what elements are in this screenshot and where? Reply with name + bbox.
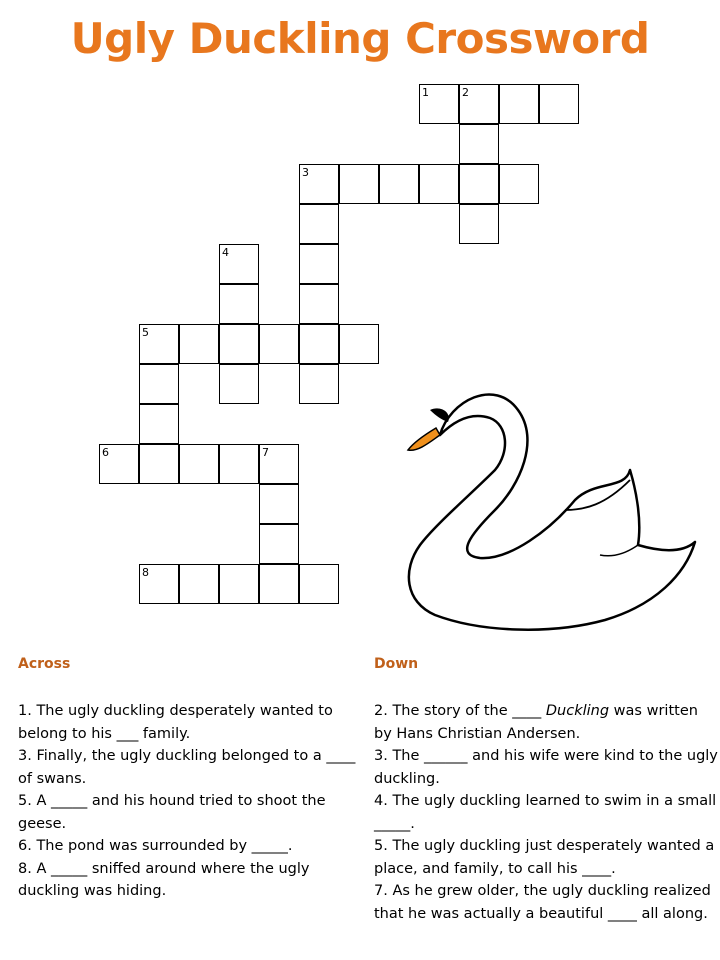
across-clue: 3. Finally, the ugly duckling belonged to a ____ of swans. <box>18 748 356 787</box>
down-heading: Down <box>374 656 419 672</box>
crossword-cell[interactable] <box>459 84 499 124</box>
crossword-cell[interactable] <box>219 444 259 484</box>
crossword-cell[interactable] <box>139 324 179 364</box>
crossword-cell[interactable] <box>139 444 179 484</box>
clue-number: 1 <box>422 86 429 99</box>
crossword-cell[interactable] <box>219 364 259 404</box>
across-clue: 8. A _____ sniffed around where the ugly duckling was hiding. <box>18 860 310 899</box>
clue-number: 5 <box>142 326 149 339</box>
across-heading: Across <box>18 656 71 672</box>
crossword-cell[interactable] <box>139 564 179 604</box>
crossword-cell[interactable] <box>259 324 299 364</box>
crossword-cell[interactable] <box>499 164 539 204</box>
clue-number: 4 <box>222 246 229 259</box>
down-clue: 7. As he grew older, the ugly duckling realized that he was actually a beautiful ____ all along. <box>374 883 711 922</box>
crossword-cell[interactable] <box>539 84 579 124</box>
crossword-cell[interactable] <box>299 284 339 324</box>
clue-number: 8 <box>142 566 149 579</box>
crossword-cell[interactable] <box>179 444 219 484</box>
crossword-cell[interactable] <box>419 164 459 204</box>
crossword-cell[interactable] <box>219 324 259 364</box>
crossword-cell[interactable] <box>219 244 259 284</box>
down-clue: 2. The story of the ____ Duckling was written by Hans Christian Andersen. <box>374 703 698 742</box>
crossword-cell[interactable] <box>139 404 179 444</box>
across-clue: 6. The pond was surrounded by _____. <box>18 838 293 854</box>
crossword-cell[interactable] <box>259 444 299 484</box>
crossword-cell[interactable] <box>179 564 219 604</box>
crossword-cell[interactable] <box>379 164 419 204</box>
crossword-cell[interactable] <box>339 324 379 364</box>
down-clues <box>374 700 718 925</box>
crossword-cell[interactable] <box>259 484 299 524</box>
crossword-cell[interactable] <box>299 364 339 404</box>
clue-number: 6 <box>102 446 109 459</box>
crossword-cell[interactable] <box>299 564 339 604</box>
down-clue: 5. The ugly duckling just desperately wanted a place, and family, to call his ____. <box>374 838 715 877</box>
crossword-cell[interactable] <box>499 84 539 124</box>
clue-number: 3 <box>302 166 309 179</box>
clue-number: 2 <box>462 86 469 99</box>
crossword-cell[interactable] <box>459 164 499 204</box>
page-title: Ugly Duckling Crossword <box>70 14 650 63</box>
swan-icon <box>400 380 700 635</box>
crossword-cell[interactable] <box>99 444 139 484</box>
swan-beak <box>408 428 440 450</box>
crossword-cell[interactable] <box>419 84 459 124</box>
crossword-cell[interactable] <box>299 164 339 204</box>
crossword-cell[interactable] <box>259 564 299 604</box>
crossword-cell[interactable] <box>259 524 299 564</box>
across-clues <box>18 700 358 903</box>
crossword-cell[interactable] <box>139 364 179 404</box>
crossword-cell[interactable] <box>179 324 219 364</box>
across-clue: 5. A _____ and his hound tried to shoot the geese. <box>18 793 326 832</box>
down-clue: 3. The ______ and his wife were kind to the ugly duckling. <box>374 748 718 787</box>
crossword-cell[interactable] <box>459 204 499 244</box>
crossword-cell[interactable] <box>299 244 339 284</box>
crossword-cell[interactable] <box>299 204 339 244</box>
crossword-cell[interactable] <box>219 564 259 604</box>
crossword-cell[interactable] <box>299 324 339 364</box>
across-clue: 1. The ugly duckling desperately wanted to belong to his ___ family. <box>18 703 333 742</box>
clue-number: 7 <box>262 446 269 459</box>
crossword-cell[interactable] <box>339 164 379 204</box>
down-clue: 4. The ugly duckling learned to swim in a small _____. <box>374 793 717 832</box>
crossword-cell[interactable] <box>219 284 259 324</box>
crossword-cell[interactable] <box>459 124 499 164</box>
